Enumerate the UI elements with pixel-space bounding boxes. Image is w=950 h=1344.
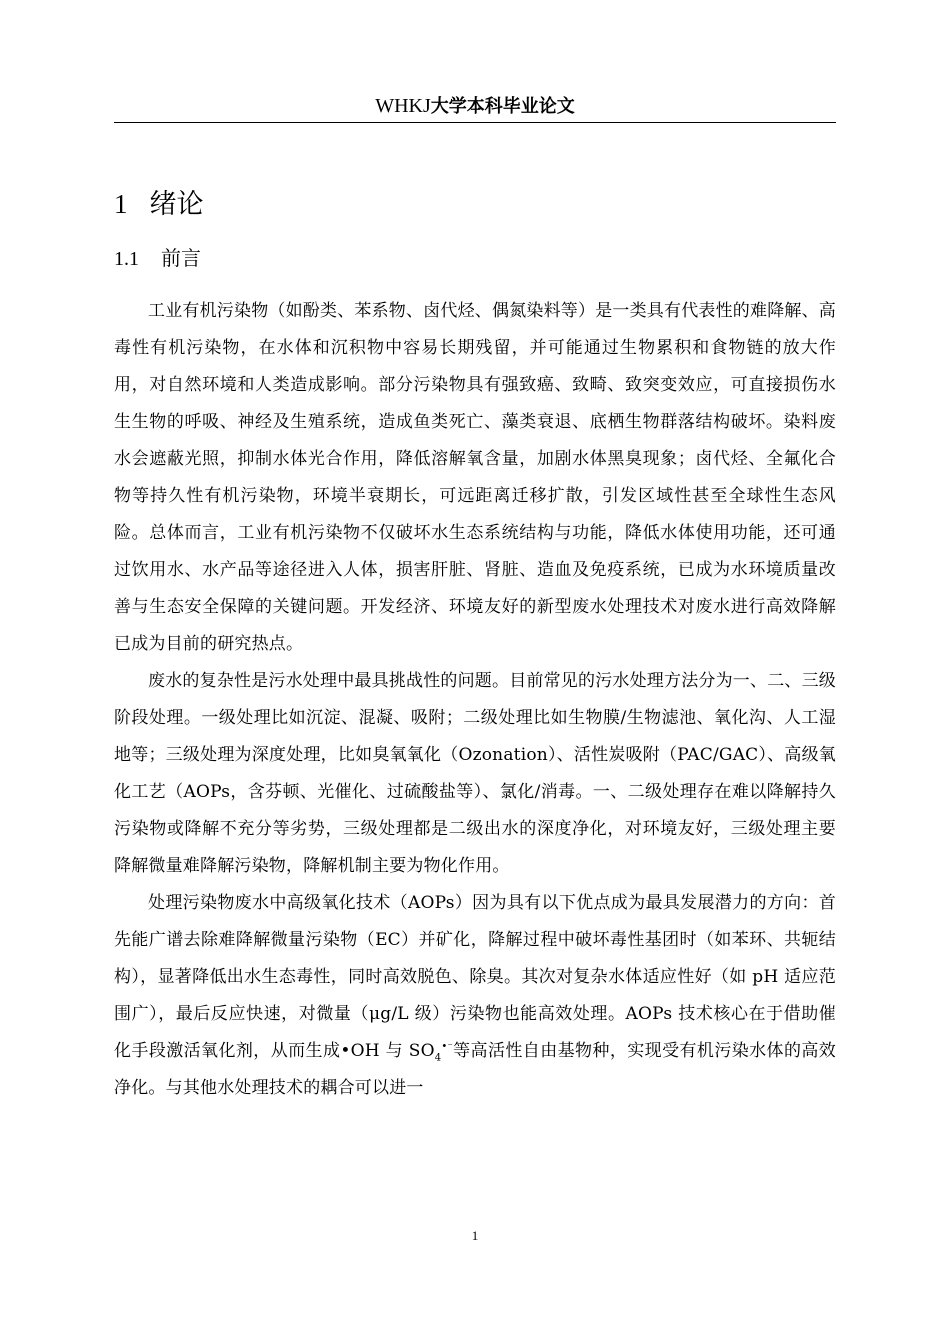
header-thesis-title: 大学本科毕业论文 — [430, 96, 575, 117]
chapter-number: 1 — [114, 189, 128, 219]
page-header — [114, 94, 836, 123]
paragraph-2: 废水的复杂性是污水处理中最具挑战性的问题。目前常见的污水处理方法分为一、二、三级阶段处理。一级处理比如沉淀、混凝、吸附；二级处理比如生物膜/生物滤池、氧化沟、人工湿地等；三级处理为深度处理，比如臭氧氧化（Ozonation）、活性炭吸附（PAC/GAC）、高级氧化工艺（AOPs，含芬顿、光催化、过硫酸盐等）、氯化/消毒。一、二级处理存在难以降解持久污染物或降解不充分等劣势，三级处理都是二级出水的深度净化，对环境友好，三级处理主要降解微量难降解污染物，降解机制主要为物化作用。 — [114, 671, 836, 876]
header-university-abbr: WHKJ — [375, 95, 431, 117]
radical-superscript: •⁻ — [441, 1041, 453, 1053]
section-heading — [114, 244, 201, 273]
paragraph-1: 工业有机污染物（如酚类、苯系物、卤代烃、偶氮染料等）是一类具有代表性的难降解、高毒性有机污染物，在水体和沉积物中容易长期残留，并可能通过生物累积和食物链的放大作用，对自然环境和人类造成影响。部分污染物具有强致癌、致畸、致突变效应，可直接损伤水生生物的呼吸、神经及生殖系统，造成鱼类死亡、藻类衰退、底栖生物群落结构破坏。染料废水会遮蔽光照，抑制水体光合作用，降低溶解氧含量，加剧水体黑臭现象；卤代烃、全氟化合物等持久性有机污染物，环境半衰期长，可远距离迁移扩散，引发区域性甚至全球性生态风险。总体而言，工业有机污染物不仅破坏水生态系统结构与功能，降低水体使用功能，还可通过饮用水、水产品等途径进入人体，损害肝脏、肾脏、造血及免疫系统，已成为水环境质量改善与生态安全保障的关键问题。开发经济、环境友好的新型废水处理技术对废水进行高效降解已成为目前的研究热点。 — [114, 301, 836, 654]
sulfate-subscript: 4 — [434, 1052, 442, 1064]
body-text — [114, 293, 836, 1107]
paragraph-3 — [114, 885, 836, 1107]
paragraph-3-part-a: 处理污染物废水中高级氧化技术（AOPs）因为具有以下优点成为最具发展潜力的方向：首先能广谱去除难降解微量污染物（EC）并矿化，降解过程中破坏毒性基团时（如苯环、共轭结构），显著降低出水生态毒性，同时高效脱色、除臭。其次对复杂水体适应性好（如 pH 适应范围广），最后反应快速，对微量（μg/L 级）污染物也能高效处理。AOPs 技术核心在于借助催化手段激活氧化剂，从而生成•OH 与 SO — [114, 893, 836, 1061]
paragraph-3-part-b: 等高活性自由基物种，实现受有机污染水体的高效净化。与其他水处理技术的耦合可以进一 — [114, 1041, 836, 1098]
page-number: 1 — [471, 1228, 479, 1243]
chapter-heading — [114, 186, 204, 223]
chapter-title: 绪论 — [149, 189, 204, 220]
section-title: 前言 — [161, 246, 201, 270]
section-number: 1.1 — [114, 248, 139, 270]
